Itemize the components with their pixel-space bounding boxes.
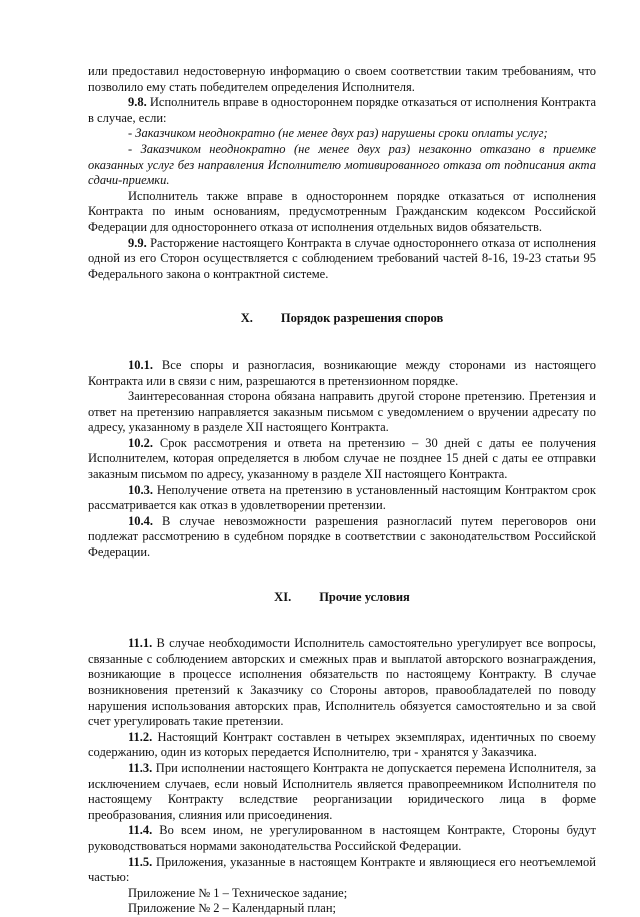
section-title: Прочие условия — [319, 589, 410, 604]
clause-9-8 — [88, 95, 596, 126]
clause-number: 11.1. — [128, 636, 153, 651]
clause-text: Приложения, указанные в настоящем Контракте и являющиеся его неотъемлемой частью: — [88, 854, 596, 885]
clause-text: Настоящий Контракт составлен в четырех экземплярах, идентичных по своему содержанию, один из которых передается Исполнителю, три - хранятся у Заказчика. — [88, 729, 596, 760]
clause-text: При исполнении настоящего Контракта не допускается перемена Исполнителя, за исключением случаев, если новый Исполнитель является правопреемником Исполнителя по настоящему Контракту вследствие реорганизации юридического лица в форме преобразования, слияния или присоединения. — [88, 760, 596, 822]
clause-9-8-item-2: - Заказчиком неоднократно (не менее двух раз) незаконно отказано в приемке оказанных услуг без направления Исполнителю мотивированного отказа от подписания акта сдачи-приемки. — [88, 141, 596, 188]
clause-number: 10.1. — [128, 357, 153, 372]
clause-number: 11.3. — [128, 760, 153, 775]
clause-11-4 — [88, 823, 596, 854]
clause-text: В случае невозможности разрешения разногласий путем переговоров они подлежат рассмотрению в судебном порядке в соответствии с законодательством Российской Федерации. — [88, 513, 596, 560]
section-number: X. — [240, 311, 253, 326]
clause-11-2 — [88, 730, 596, 761]
section-number: XI. — [274, 589, 292, 604]
document-body — [88, 64, 596, 917]
clause-number: 9.8. — [128, 95, 147, 110]
appendix-1: Приложение № 1 – Техническое задание; — [128, 885, 348, 900]
clause-10-2 — [88, 436, 596, 483]
appendix-2: Приложение № 2 – Календарный план; — [128, 901, 337, 916]
clause-10-1 — [88, 358, 596, 389]
clause-number: 11.2. — [128, 729, 153, 744]
clause-text: Неполучение ответа на претензию в установленный настоящим Контрактом срок рассматривается как отказ в удовлетворении претензии. — [88, 482, 596, 513]
clause-text: Во всем ином, не урегулированном в настоящем Контракте, Стороны будут руководствоваться нормами законодательства Российской Федерации. — [88, 823, 596, 853]
clause-9-9 — [88, 236, 596, 283]
clause-10-1-claim: Заинтересованная сторона обязана направить другой стороне претензию. Претензия и ответ на претензию направляется заказным письмом с уведомлением о вручении адресату по адресу, указанному в разделе XII настоящего Контракта. — [88, 389, 596, 435]
clause-number: 10.2. — [128, 435, 153, 450]
clause-11-1 — [88, 636, 596, 730]
clause-10-3 — [88, 483, 596, 514]
paragraph-9-7-end: или предоставил недостоверную информацию о своем соответствии таким требованиям, что позволило ему стать победителем определения Исполнителя. — [88, 64, 596, 94]
clause-text: В случае необходимости Исполнитель самостоятельно урегулирует все вопросы, связанные с соблюдением авторских и смежных прав и выплатой авторского вознаграждения, возникающие в процессе исполнения обязательств по настоящему Контракту. В случае возникновения претензий к Заказчику со Стороны авторов, правообладателей по поводу нарушения использования авторских прав, Исполнитель обязуется самостоятельно и за свой счет урегулировать такие претензии. — [88, 636, 596, 729]
clause-9-8-item-1: - Заказчиком неоднократно (не менее двух раз) нарушены сроки оплаты услуг; — [128, 126, 548, 141]
clause-9-8-other-grounds: Исполнитель также вправе в одностороннем порядке отказаться от исполнения Контракта по иным основаниям, предусмотренным Гражданским кодексом Российской Федерации для одностороннего отказа от исполнения отдельных видов обязательств. — [88, 188, 596, 234]
clause-number: 9.9. — [128, 235, 147, 250]
clause-text: Исполнитель вправе в одностороннем порядке отказаться от исполнения Контракта в случае, если: — [88, 95, 596, 125]
clause-number: 11.5. — [128, 854, 153, 869]
clause-text: Все споры и разногласия, возникающие между сторонами из настоящего Контракта или в связи с ним, разрешаются в претензионном порядке. — [88, 357, 596, 388]
section-10-heading — [88, 311, 596, 327]
clause-number: 11.4. — [128, 823, 153, 838]
clause-text: Расторжение настоящего Контракта в случае одностороннего отказа от исполнения одной из его Сторон осуществляется с соблюдением требований частей 8-16, 19-23 статьи 95 Федерального закона о контрактной системе. — [88, 235, 596, 281]
clause-11-5 — [88, 855, 596, 886]
section-title: Порядок разрешения споров — [280, 311, 444, 326]
section-11-heading — [88, 590, 596, 606]
clause-number: 10.4. — [128, 513, 153, 528]
clause-10-4 — [88, 514, 596, 561]
clause-number: 10.3. — [128, 482, 153, 497]
clause-text: Срок рассмотрения и ответа на претензию – 30 дней с даты ее получения Исполнителем, которая определяется в любом случае не позднее 15 дней с даты ее отправки заказным письмом по адресу, указанному в разделе XII настоящего Контракта. — [88, 435, 596, 482]
clause-11-3 — [88, 761, 596, 823]
